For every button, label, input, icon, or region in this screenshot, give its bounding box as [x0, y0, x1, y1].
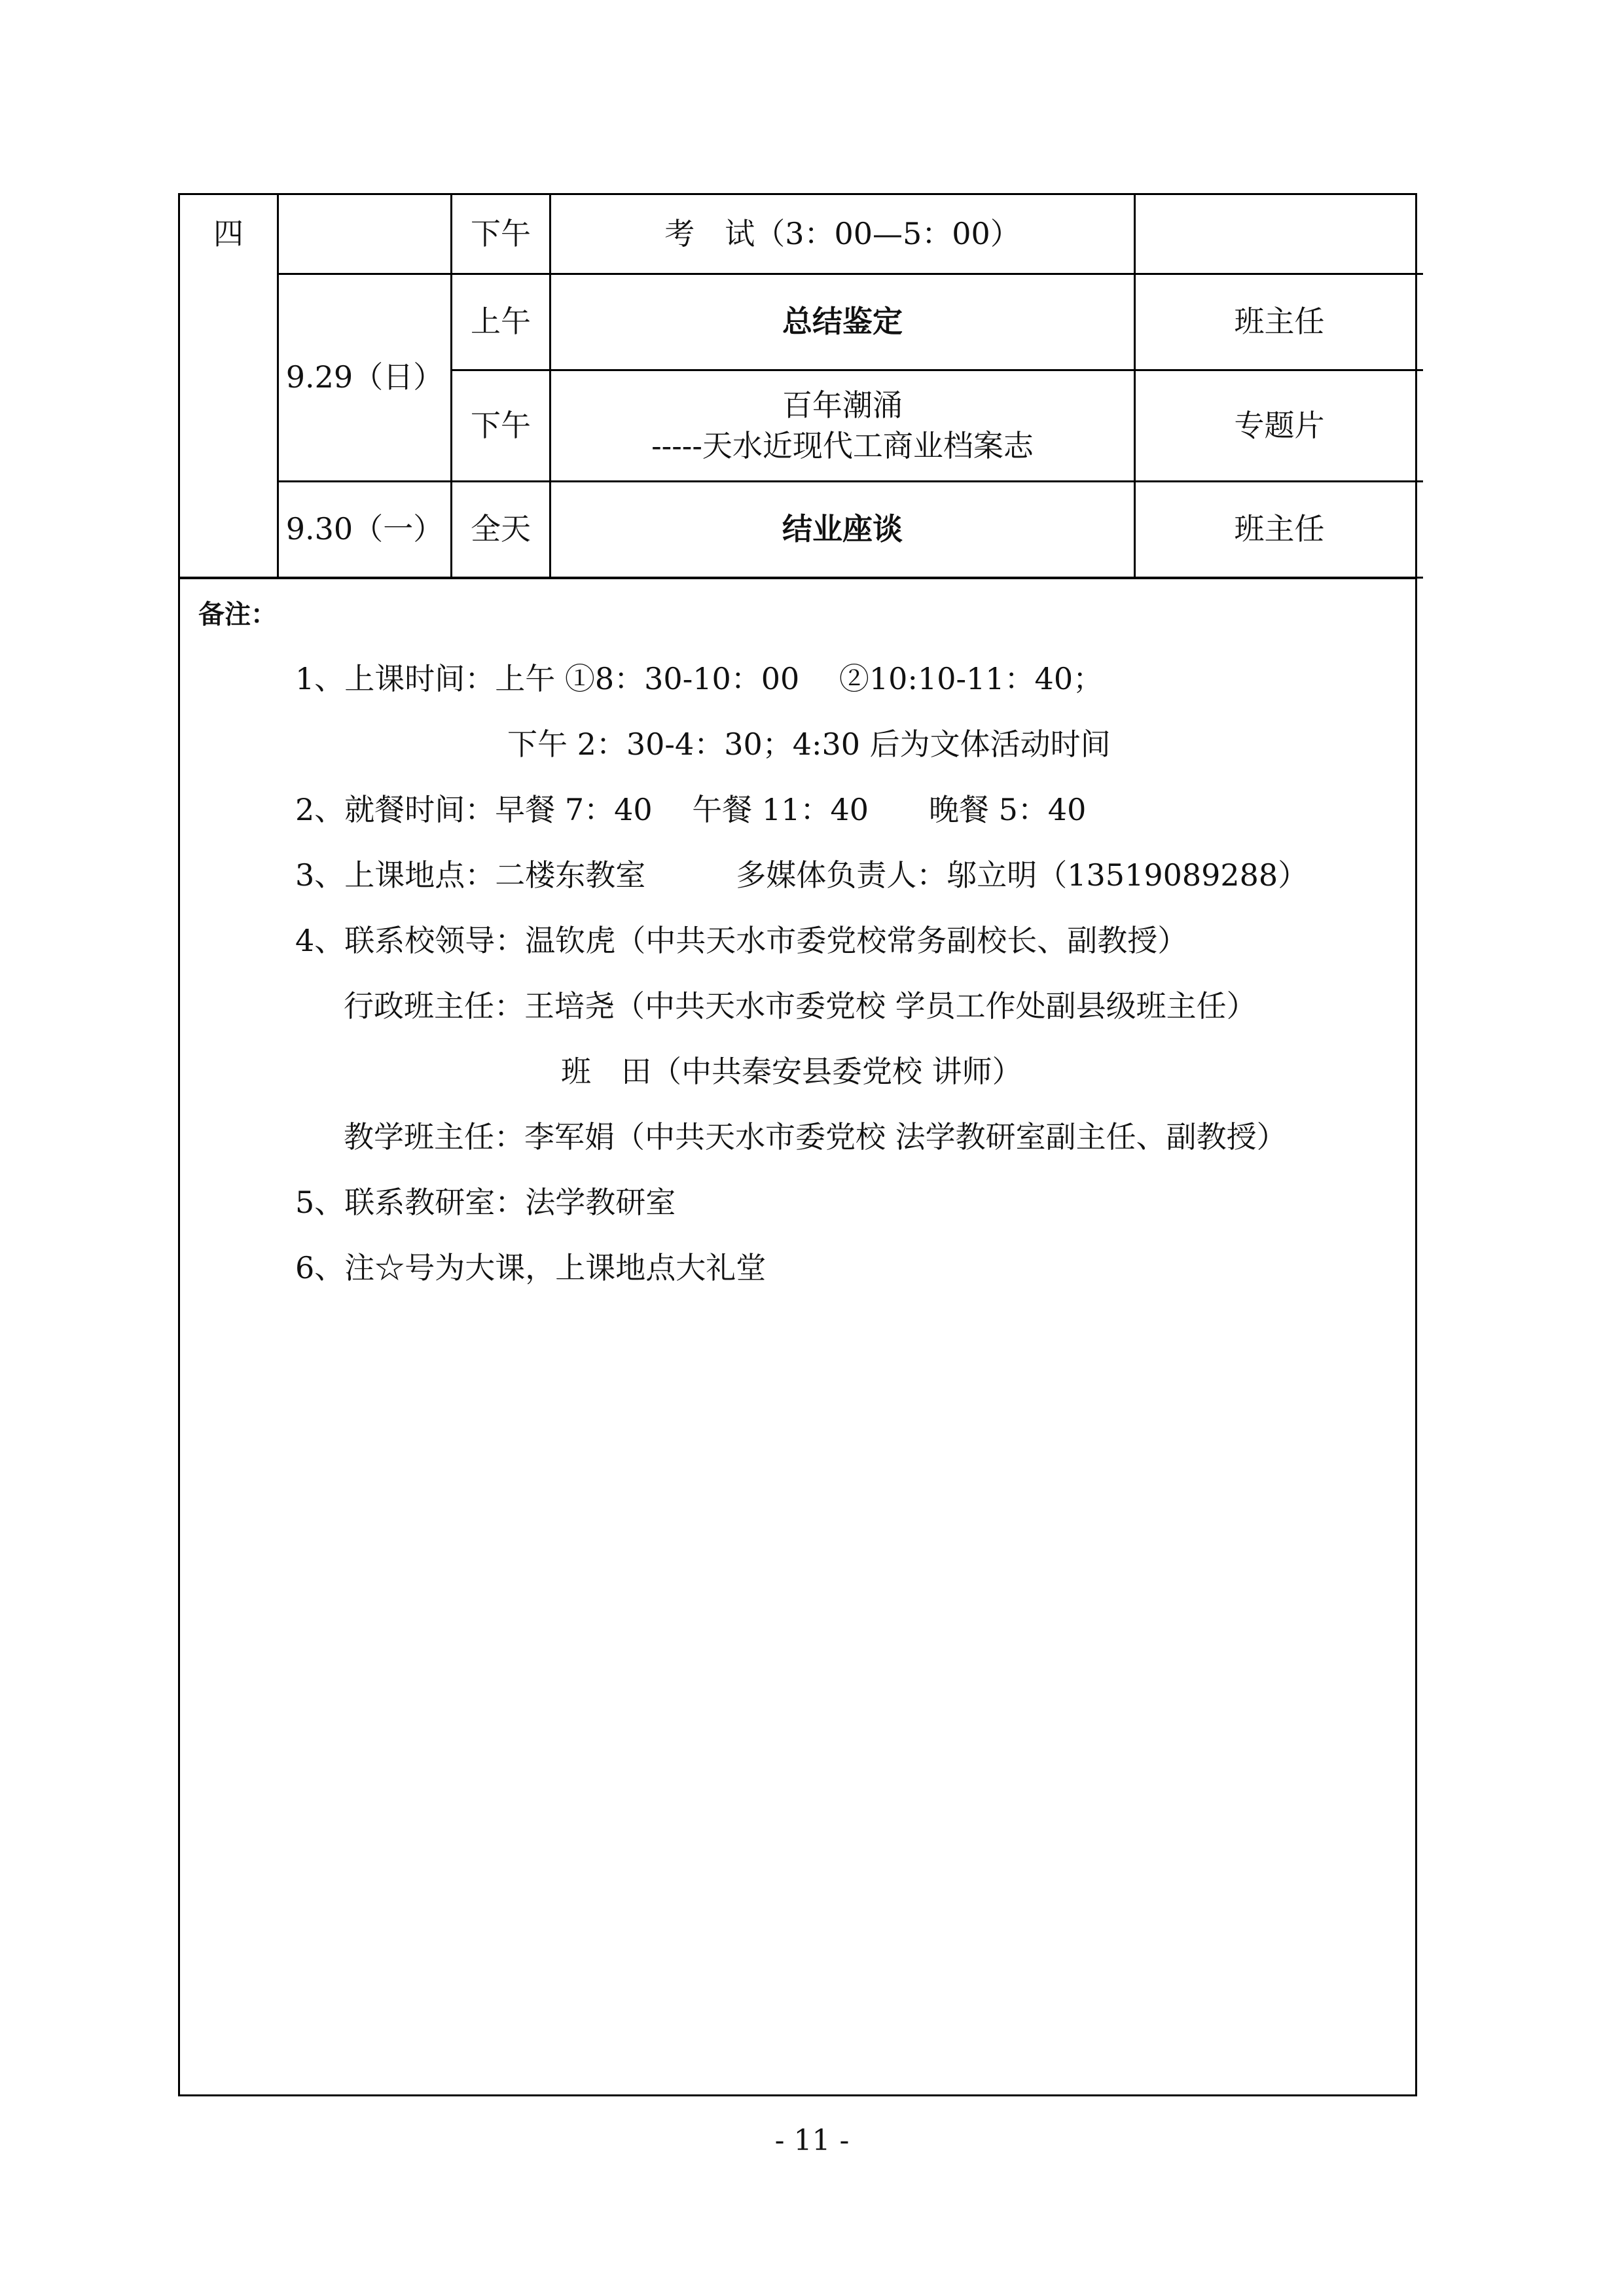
period-cell: 全天: [452, 481, 550, 577]
period-cell: 下午: [452, 195, 550, 274]
content-cell: 结业座谈: [550, 481, 1135, 577]
content-cell: [550, 370, 1135, 481]
teacher-cell: 班主任: [1135, 274, 1424, 370]
note-line: 2、就餐时间：早餐 7：40 午餐 11：40 晚餐 5：40: [295, 792, 1087, 827]
content-line: -----天水近现代工商业档案志: [651, 428, 1034, 463]
schedule-table: [180, 195, 1423, 579]
teacher-cell: 专题片: [1135, 370, 1424, 481]
date-cell: 9.29（日）: [278, 274, 452, 481]
content-cell: 总结鉴定: [550, 274, 1135, 370]
notes-section: [180, 577, 1415, 2094]
notes-title: 备注：: [198, 599, 277, 630]
content-line: 百年潮涌: [782, 387, 903, 423]
note-line: 行政班主任：王培尧（中共天水市委党校 学员工作处副县级班主任）: [344, 988, 1257, 1024]
table-row: [180, 195, 1423, 274]
note-line: 下午 2：30-4：30；4:30 后为文体活动时间: [507, 726, 1111, 762]
content-cell: 考 试（3：00—5：00）: [550, 195, 1135, 274]
teacher-cell: 班主任: [1135, 481, 1424, 577]
teacher-cell: [1135, 195, 1424, 274]
note-line: 班 田（中共秦安县委党校 讲师）: [561, 1054, 1022, 1089]
note-line: 3、上课地点：二楼东教室 多媒体负责人：邬立明（13519089288）: [295, 857, 1308, 893]
period-cell: 下午: [452, 370, 550, 481]
week-cell: 四: [180, 195, 278, 577]
note-line: 6、注☆号为大课，上课地点大礼堂: [295, 1250, 767, 1285]
table-row: [180, 274, 1423, 370]
page-number: - 11 -: [774, 2124, 850, 2157]
note-line: 1、上课时间：上午 ①8：30-10：00 ②10:10-11：40；: [295, 661, 1104, 696]
note-line: 5、联系教研室：法学教研室: [295, 1185, 676, 1220]
date-cell: 9.30（一）: [278, 481, 452, 577]
note-line: 教学班主任：李军娟（中共天水市委党校 法学教研室副主任、副教授）: [344, 1119, 1287, 1155]
schedule-frame: [178, 193, 1417, 2096]
table-row: [180, 481, 1423, 577]
period-cell: 上午: [452, 274, 550, 370]
note-line: 4、联系校领导：温钦虎（中共天水市委党校常务副校长、副教授）: [295, 923, 1188, 958]
date-cell: [278, 195, 452, 274]
